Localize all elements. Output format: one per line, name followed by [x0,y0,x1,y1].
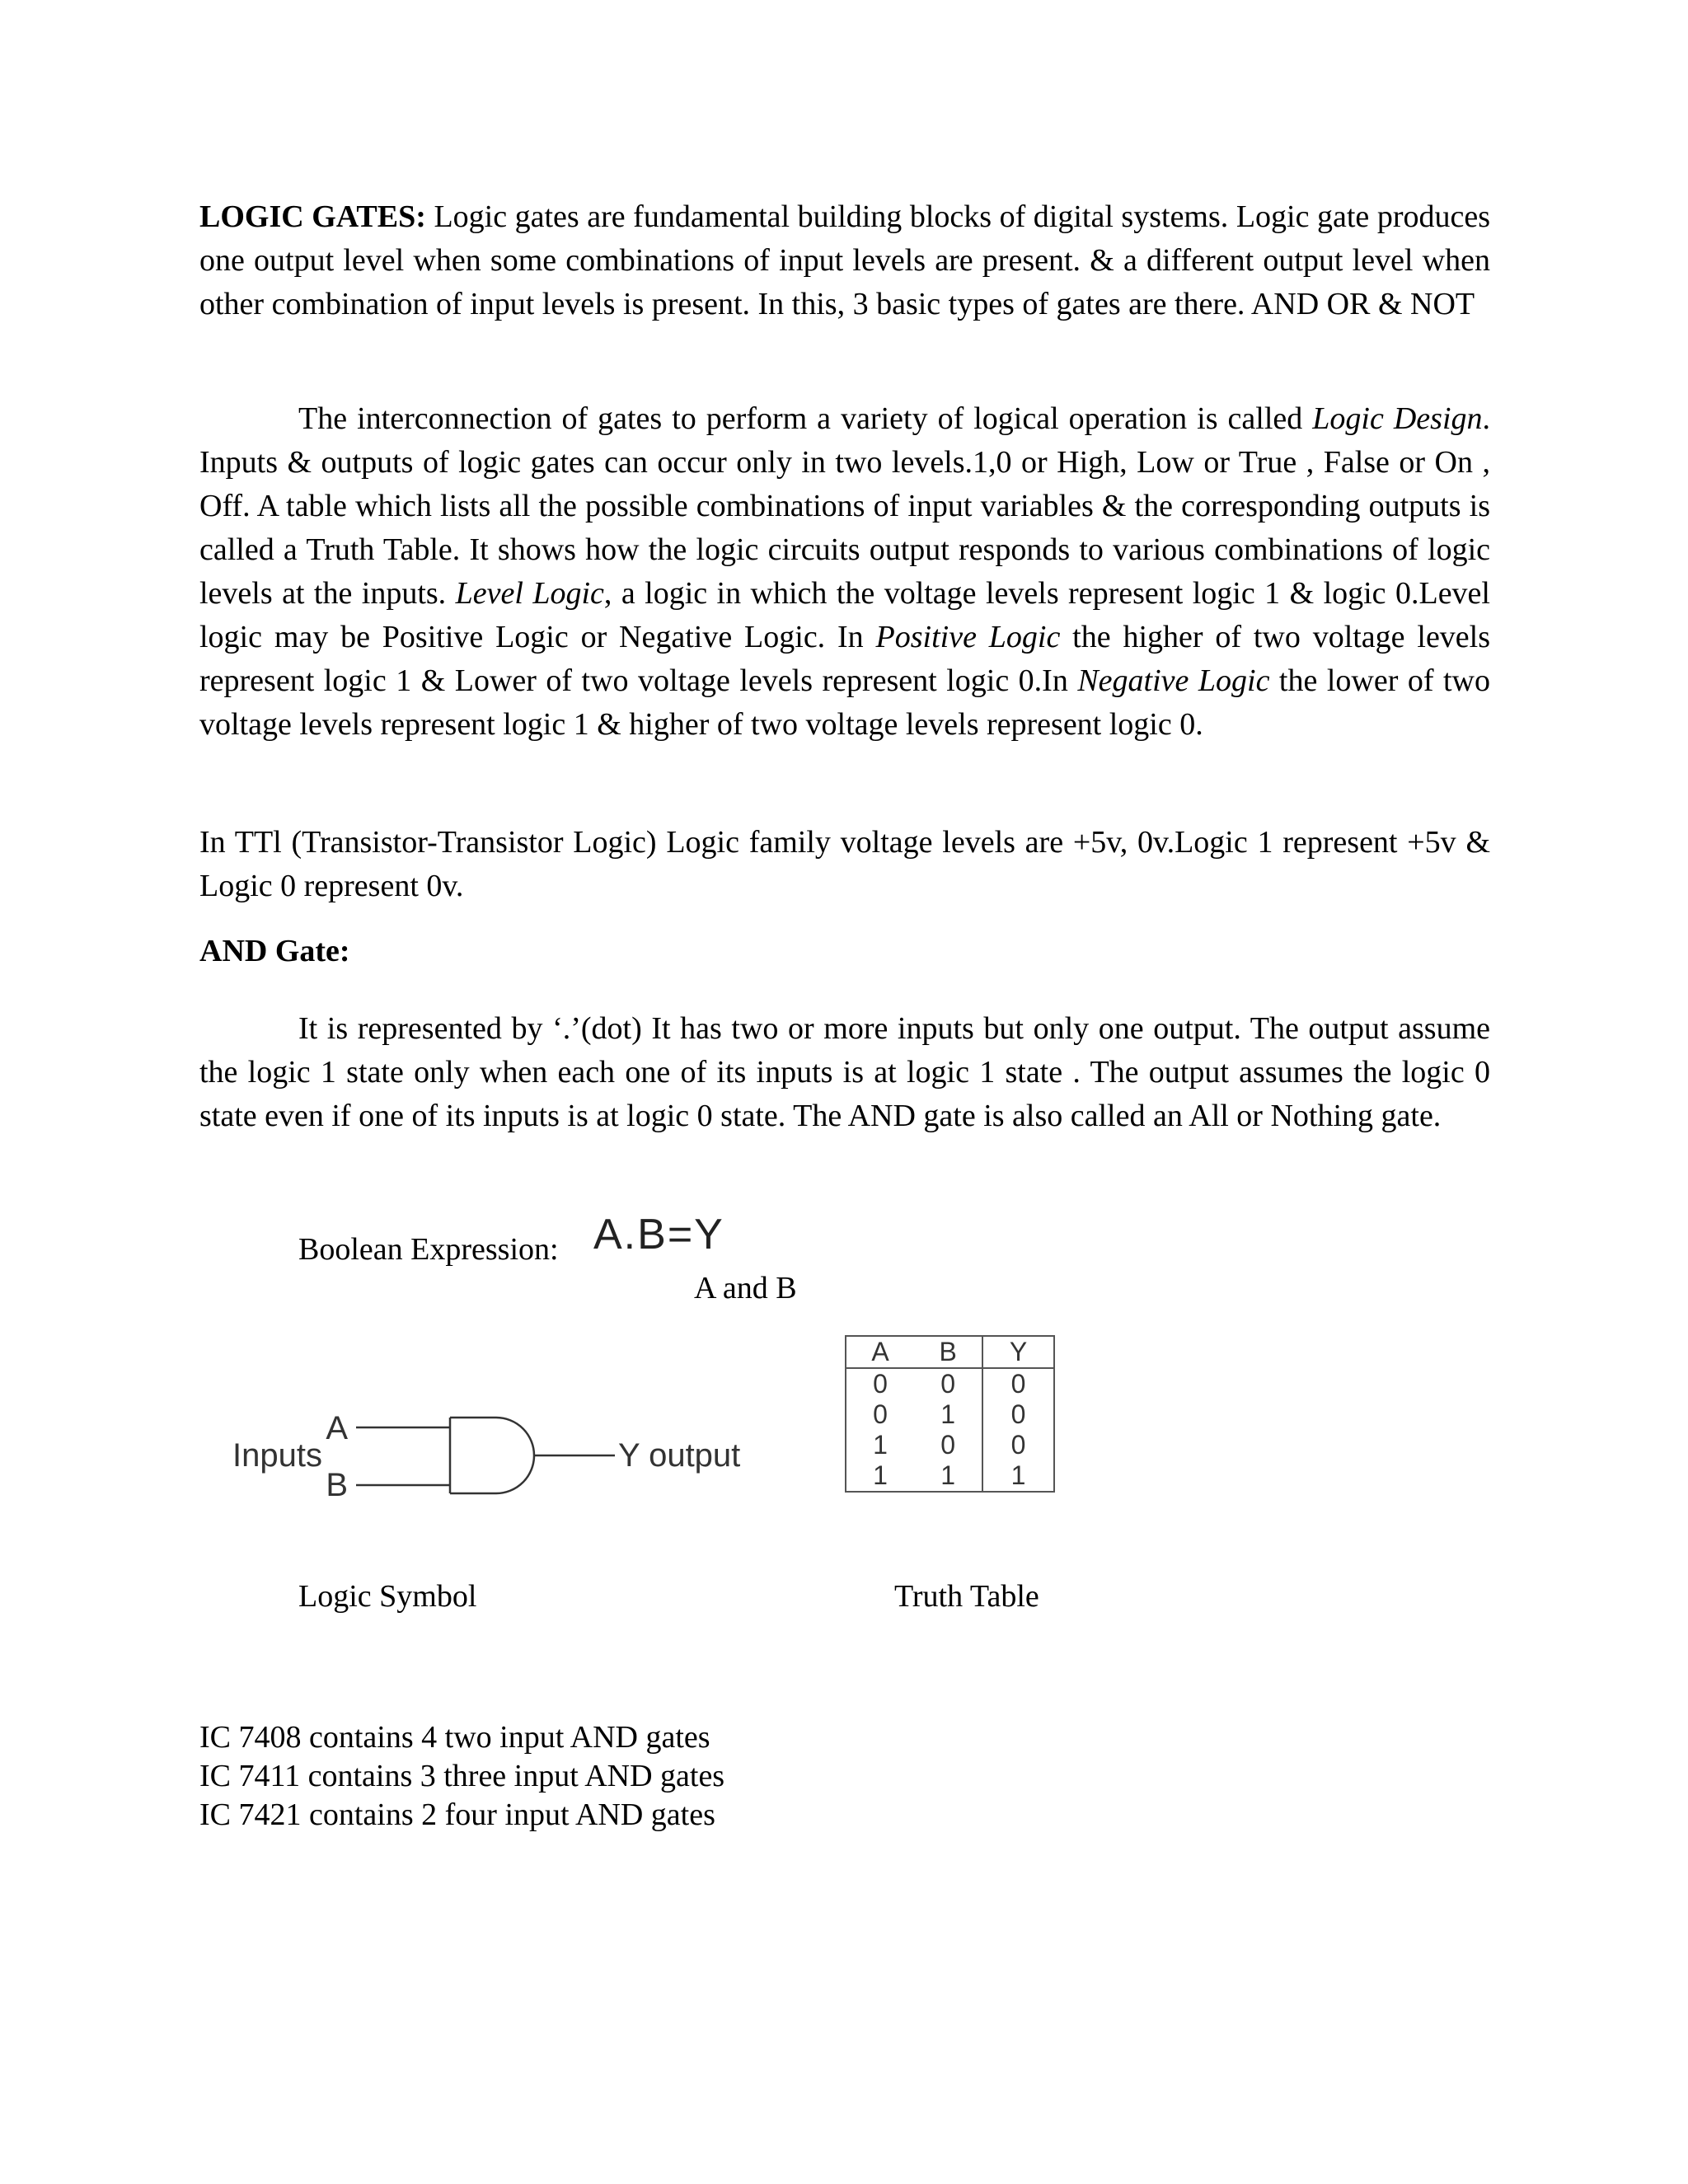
table-cell: 1 [873,1460,888,1490]
table-row [846,1368,1054,1399]
table-cell: 1 [873,1430,888,1460]
list-item: IC 7408 contains 4 two input AND gates [199,1720,710,1755]
header-y: Y [982,1336,1054,1368]
table-cell: 1 [940,1460,956,1490]
logic-design-paragraph [199,397,1490,747]
intro-heading: LOGIC GATES: [199,199,426,234]
design-text-4: the higher of two voltage levels represent logic 1 & Lower of two voltage levels represent logic 0.In [199,620,1491,698]
input-a-label: A [326,1410,348,1446]
input-b-label: B [326,1467,348,1503]
truth-table-header-row [846,1336,1054,1368]
ic-list [199,1718,724,1835]
design-term-logic-design: Logic Design [1312,401,1483,436]
design-text-2: . Inputs & outputs of logic gates can occur only in two levels.1,0 or High, Low or True , False or On , Off. A table which lists all the possible combinations of input variables & the corresponding outputs is called a Truth Table. It shows how the logic circuits output responds to various combinations of logic levels at the inputs. [199,401,1491,611]
table-cell: 0 [940,1369,956,1399]
truth-table [845,1335,1055,1493]
output-label: Y output [618,1437,741,1474]
inputs-label: Inputs [232,1437,322,1474]
table-cell: 0 [982,1399,1054,1430]
header-a: A [846,1336,914,1368]
table-cell: 0 [982,1368,1054,1399]
and-gate-body [450,1418,534,1493]
intro-text: Logic gates are fundamental building blocks of digital systems. Logic gate produces one output level when some combinations of input levels are present. & a different output level when other combination of input levels is present. In this, 3 basic types of gates are there. AND OR & NOT [199,199,1491,321]
table-cell: 1 [982,1460,1054,1492]
design-term-positive-logic: Positive Logic [875,620,1061,654]
table-row [846,1430,1054,1460]
table-row [846,1460,1054,1492]
and-gate-description: It is represented by ‘.’(dot) It has two or more inputs but only one output. The output assume the logic 1 state only when each one of its inputs is at logic 1 state . The output assumes the logic 0 state even if one of its inputs is at logic 0 state. The AND gate is also called an All or Nothing gate. [199,1011,1490,1133]
table-cell: 0 [940,1430,956,1460]
and-gate-heading: AND Gate: [199,934,350,968]
truth-table-caption: Truth Table [894,1579,1039,1614]
boolean-expression: A.B=Y [593,1211,724,1258]
boolean-expression-caption: A and B [694,1271,797,1305]
and-gate-symbol [223,1401,767,1516]
ttl-paragraph: In TTl (Transistor-Transistor Logic) Logic family voltage levels are +5v, 0v.Logic 1 represent +5v & Logic 0 represent 0v. [199,825,1490,903]
table-row [846,1399,1054,1430]
design-term-level-logic: Level Logic [455,576,604,611]
logic-symbol-caption: Logic Symbol [298,1579,477,1614]
design-term-negative-logic: Negative Logic [1077,663,1270,698]
design-text-1: The interconnection of gates to perform a variety of logical operation is called [298,401,1313,436]
list-item: IC 7411 contains 3 three input AND gates [199,1759,725,1793]
list-item: IC 7421 contains 2 four input AND gates [199,1797,715,1832]
intro-paragraph [199,195,1490,326]
boolean-expression-label: Boolean Expression: [298,1232,559,1267]
table-cell: 0 [873,1399,888,1429]
table-cell: 0 [982,1430,1054,1460]
design-text-3: , a logic in which the voltage levels represent logic 1 & logic 0.Level logic may be Positive Logic or Negative Logic. In [199,576,1490,654]
header-b: B [914,1336,982,1368]
table-cell: 1 [940,1399,956,1429]
design-text-5: the lower of two voltage levels represent logic 1 & higher of two voltage levels represent logic 0. [199,663,1490,742]
table-cell: 0 [873,1369,888,1399]
